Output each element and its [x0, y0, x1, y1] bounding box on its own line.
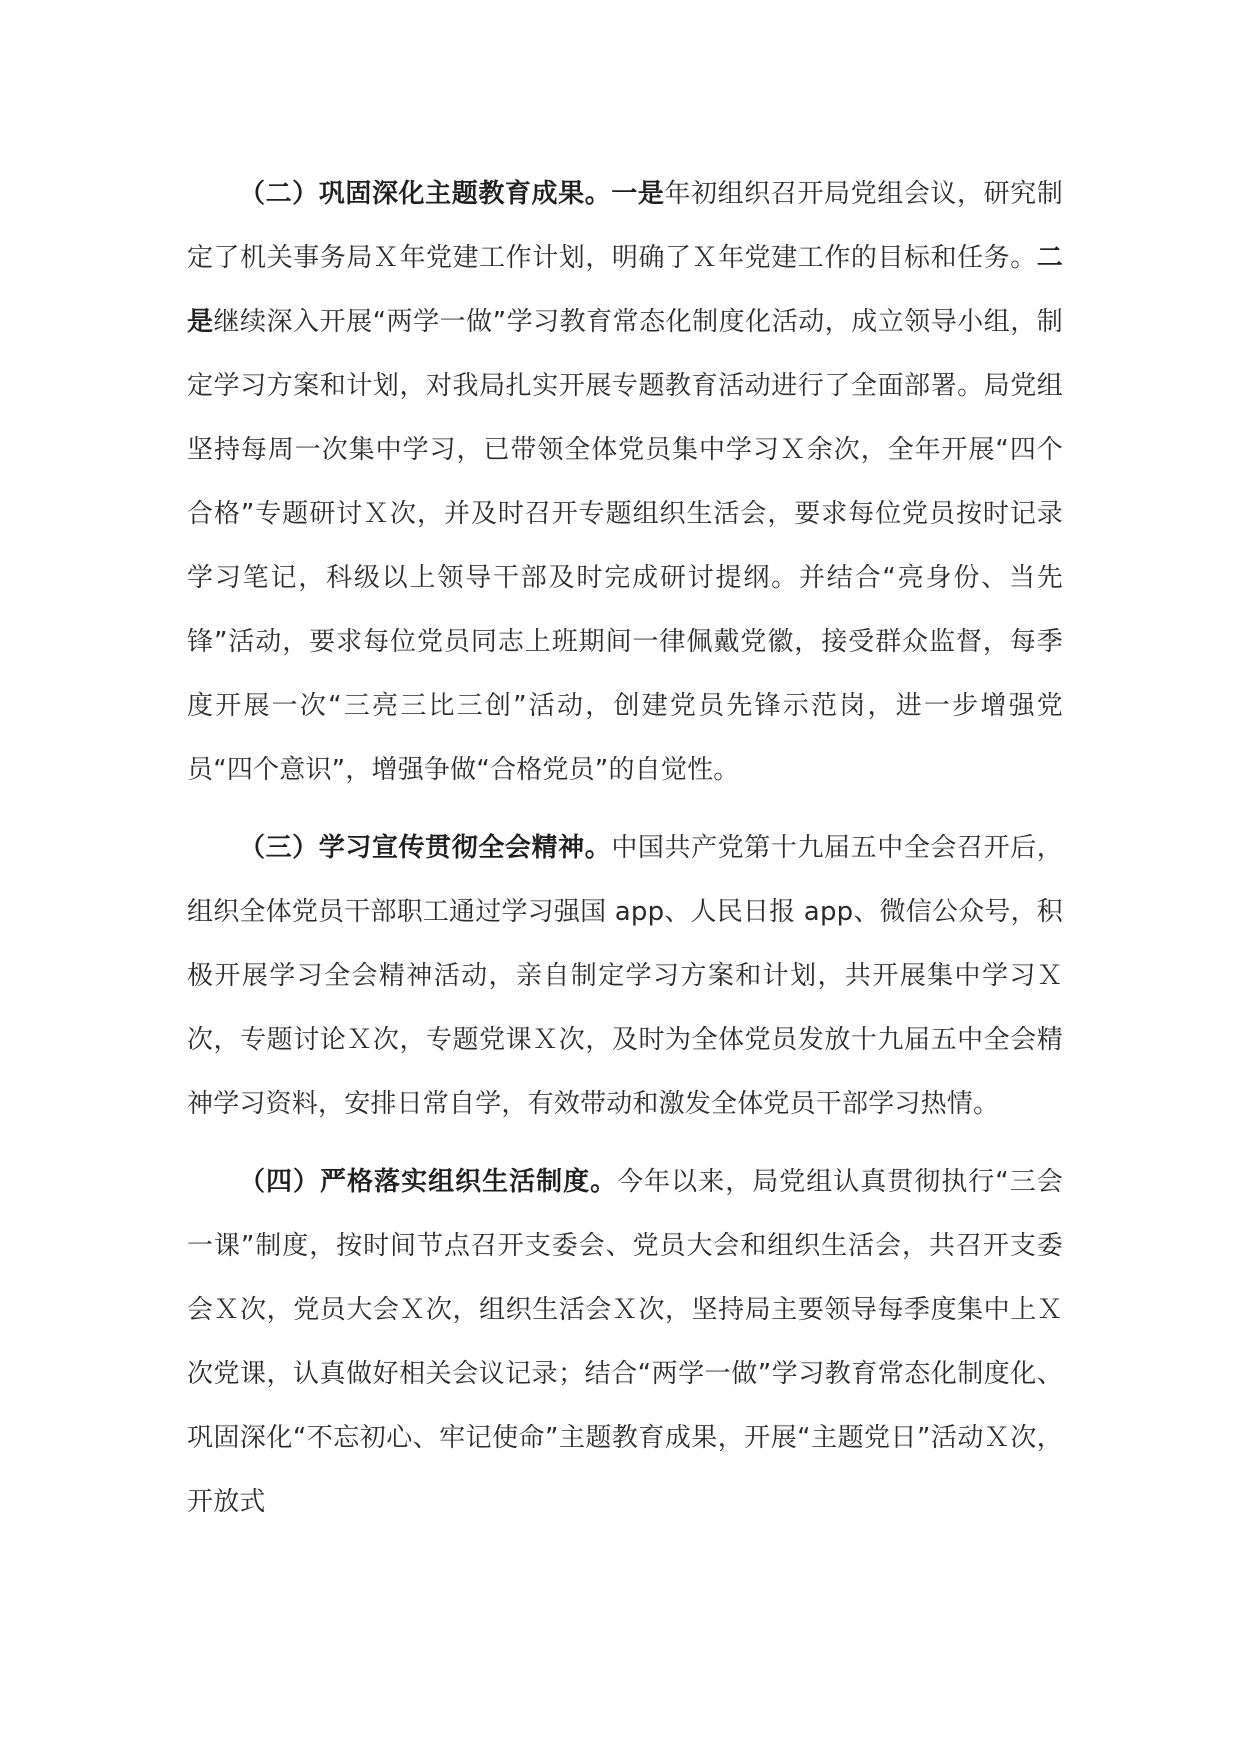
paragraph-text: 年初组织召开局党组会议，研究制定了机关事务局Ｘ年党建工作计划，明确了Ｘ年党建工作的目标和任务。: [187, 179, 1063, 273]
section-heading: （四）严格落实组织生活制度。: [239, 1167, 618, 1197]
paragraph-consolidate-theme-education: [187, 162, 1063, 802]
paragraph-organizational-life-system: [187, 1150, 1063, 1534]
section-heading: （三）学习宣传贯彻全会精神。: [239, 833, 612, 863]
section-heading: （二）巩固深化主题教育成果。: [239, 179, 612, 209]
paragraph-text: 中国共产党第十九届五中全会召开后，组织全体党员干部职工通过学习强国 app、人民日报 app、微信公众号，积极开展学习全会精神活动，亲自制定学习方案和计划，共开展集中学习Ｘ次，专题讨论Ｘ次，专题党课Ｘ次，及时为全体党员发放十九届五中全会精神学习资料，安排日常自学，有效带动和激发全体党员干部学习热情。: [187, 833, 1063, 1119]
point-marker: 二是: [187, 243, 1063, 337]
paragraph-text: 今年以来，局党组认真贯彻执行“三会一课”制度，按时间节点召开支委会、党员大会和组织生活会，共召开支委会Ｘ次，党员大会Ｘ次，组织生活会Ｘ次，坚持局主要领导每季度集中上Ｘ次党课，认真做好相关会议记录；结合“两学一做”学习教育常态化制度化、巩固深化“不忘初心、牢记使命”主题教育成果，开展“主题党日”活动Ｘ次，开放式: [187, 1167, 1063, 1517]
point-marker: 一是: [611, 179, 665, 209]
paragraph-text: 继续深入开展“两学一做”学习教育常态化制度化活动，成立领导小组，制定学习方案和计划，对我局扎实开展专题教育活动进行了全面部署。局党组坚持每周一次集中学习，已带领全体党员集中学习Ｘ余次，全年开展“四个合格”专题研讨Ｘ次，并及时召开专题组织生活会，要求每位党员按时记录学习笔记，科级以上领导干部及时完成研讨提纲。并结合“亮身份、当先锋”活动，要求每位党员同志上班期间一律佩戴党徽，接受群众监督，每季度开展一次“三亮三比三创”活动，创建党员先锋示范岗，进一步增强党员“四个意识”，增强争做“合格党员”的自觉性。: [187, 307, 1063, 785]
paragraph-study-plenary-spirit: [187, 816, 1063, 1136]
document-body: [187, 162, 1063, 1534]
